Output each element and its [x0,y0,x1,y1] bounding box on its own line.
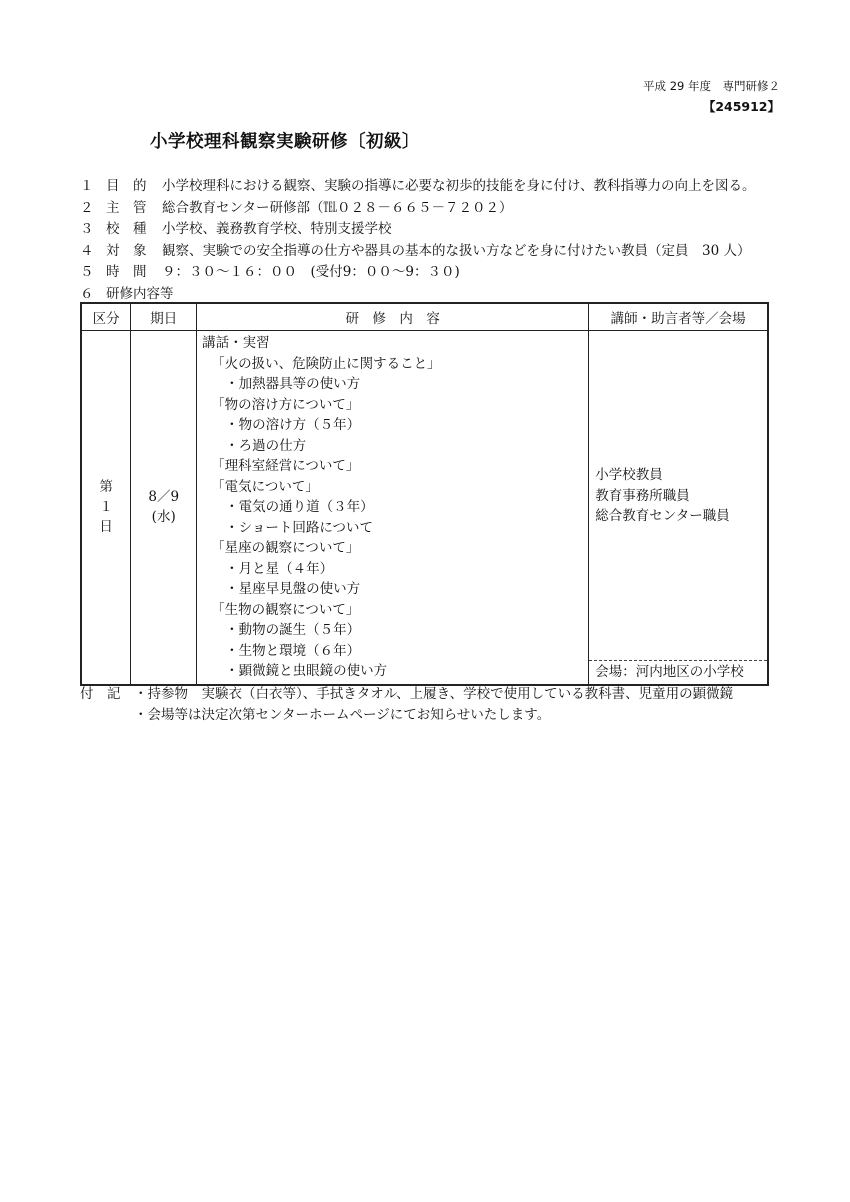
header-instructors: 講師・助言者等／会場 [589,303,768,331]
course-code: 【245912】 [702,99,780,114]
page-title: 小学校理科観察実験研修〔初級〕 [150,132,420,152]
header-content: 研 修 内 容 [197,303,589,331]
content-line: 「星座の観察について」 [211,540,360,556]
date-cell: 8／9 (水) [131,331,197,685]
content-line: ・星座早見盤の使い方 [225,581,361,597]
info-school-type: ３ 校 種 小学校、義務教育学校、特別支援学校 [80,221,392,237]
content-line: 「理科室経営について」 [211,458,360,474]
content-line: 「物の溶け方について」 [211,396,360,413]
content-line: 「生物の観察について」 [211,601,360,618]
schedule-table [80,302,769,686]
content-line: ・電気の通り道（３年） [225,499,374,515]
instructors-cell [589,331,768,685]
notes-section [80,684,733,726]
instructors-list: 小学校教員 教育事務所職員 総合教育センター職員 [595,467,730,524]
info-purpose: １ 目 的 小学校理科における観察、実験の指導に必要な初歩的技能を身に付け、教科指導力の向上を図る。 [80,178,756,194]
content-cell [197,331,589,685]
info-contents-heading: ６ 研修内容等 [80,285,174,302]
venue-label: 会場：河内地区の小学校 [589,660,767,683]
content-line: 講話・実習 [202,335,270,351]
content-line: ・生物と環境（６年） [225,642,361,659]
course-info-list [80,176,755,305]
table-header-row [81,303,768,331]
content-line: ・ろ過の仕方 [225,437,307,454]
header-date: 期日 [131,303,197,331]
notes-label: 付 記 [80,686,121,702]
fiscal-year-label: 平成 29 年度 専門研修２ [643,79,780,93]
content-line: 「電気について」 [211,478,319,495]
content-line: ・物の溶け方（５年） [225,417,361,433]
content-line: ・動物の誕生（５年） [225,622,361,638]
content-line: ・月と星（４年） [225,560,334,577]
content-line: ・ショート回路について [225,519,374,536]
info-organizer: ２ 主 管 総合教育センター研修部（℡０２８－６６５－７２０２） [80,199,513,216]
content-line: ・加熱器具等の使い方 [225,376,361,392]
day-category-cell: 第 １ 日 [81,331,131,685]
info-target: ４ 対 象 観察、実験での安全指導の仕方や器具の基本的な扱い方などを身に付けたい教員（定員 30 人） [80,242,751,259]
info-time: ５ 時 間 ９：３０～１６：００ (受付9：００～9：３０) [80,264,460,280]
table-row [81,331,768,685]
header-category: 区分 [81,303,131,331]
note-item: ・会場等は決定次第センターホームページにてお知らせいたします。 [134,707,551,723]
note-item: ・持参物 実験衣（白衣等）、手拭きタオル、上履き、学校で使用している教科書、児童用の顕微鏡 [134,686,734,702]
content-line: ・顕微鏡と虫眼鏡の使い方 [225,663,388,679]
content-line: 「火の扱い、危険防止に関すること」 [211,355,441,372]
